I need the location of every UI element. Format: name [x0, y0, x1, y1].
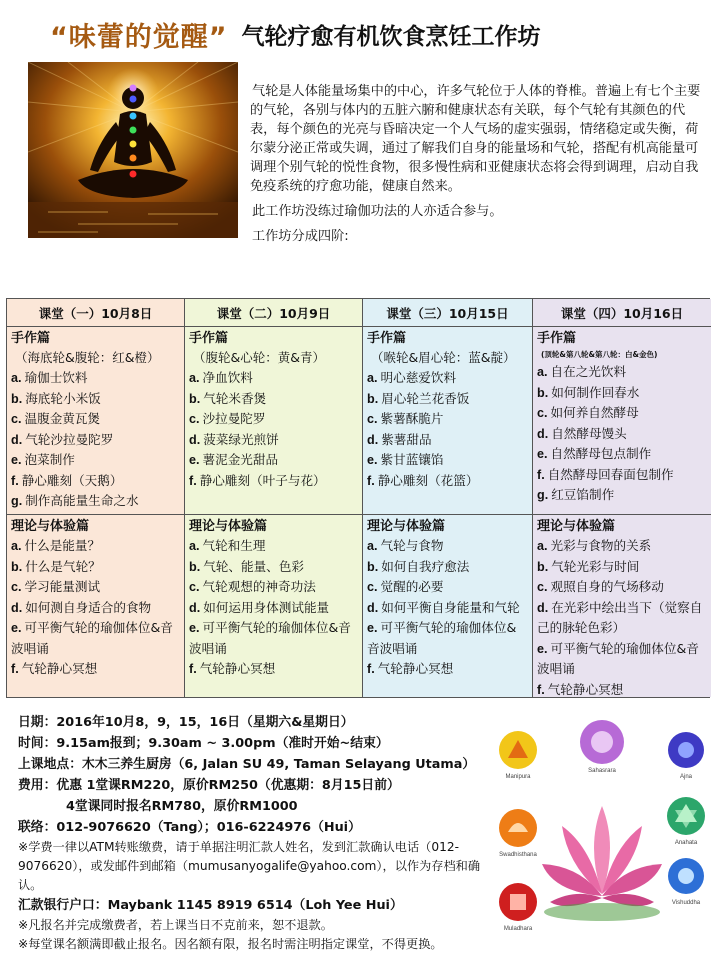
sahasrara-icon [580, 720, 624, 774]
event-date: 日期：2016年10月8，9，15，16日（星期六&星期日） [18, 715, 354, 730]
class-column-4 [533, 299, 711, 697]
theory-section [185, 515, 362, 697]
bank-account: 汇款银行户口：Maybank 1145 8919 6514（Loh Yee Hui） [18, 898, 403, 913]
craft-subtitle: （喉轮&眉心轮：蓝&靛） [371, 350, 516, 365]
list-item: b. 如何自我疗愈法 [367, 558, 470, 574]
class-header: 课堂（四）10月16日 [533, 299, 711, 327]
list-item: a. 气轮和生理 [189, 538, 266, 553]
vishuddha-icon [668, 858, 704, 906]
list-item: f. 静心雕刻（天鹅） [11, 472, 123, 488]
list-item: b. 气轮光彩与时间 [537, 558, 640, 574]
list-item: f. 气轮静心冥想 [367, 661, 454, 676]
list-item: e. 可平衡气轮的瑜伽体位&音波唱诵 [189, 620, 351, 656]
list-item: b. 海底轮小米饭 [11, 390, 101, 406]
craft-section [363, 327, 532, 515]
list-item: b. 如何制作回春水 [537, 384, 640, 400]
chakra-symbols-image [490, 716, 714, 956]
intro-text [250, 82, 705, 246]
page-title [50, 10, 710, 58]
payment-note: ※学费一律以ATM转账缴费，请于单据注明汇款人姓名，发到汇款确认电话（012-9076620），或发邮件到邮箱（mumusanyogalife@yahoo.com），以作为存档和确认。 [18, 840, 481, 892]
list-item: b. 眉心轮兰花香饭 [367, 390, 470, 406]
event-contact: 联络：012-9076620（Tang）；016-6224976（Hui） [18, 820, 361, 835]
craft-section [7, 327, 184, 515]
list-item: c. 觉醒的必要 [367, 579, 444, 594]
craft-subtitle: （腹轮&心轮：黄&青） [193, 350, 325, 365]
list-item: e. 泡菜制作 [11, 452, 75, 467]
list-item: g. 制作高能量生命之水 [11, 493, 139, 508]
swadhisthana-icon [499, 809, 538, 858]
craft-title: 手作篇 [189, 331, 229, 346]
list-item: c. 学习能量测试 [11, 579, 101, 594]
list-item: d. 气轮沙拉曼陀罗 [11, 431, 114, 447]
list-item: g. 红豆馅制作 [537, 487, 615, 502]
svg-text:Swadhisthana: Swadhisthana [499, 852, 537, 858]
list-item: d. 在光彩中绘出当下（觉察自己的脉轮色彩） [537, 599, 703, 635]
list-item: f. 气轮静心冥想 [11, 661, 98, 676]
class-header: 课堂（一）10月8日 [7, 299, 184, 327]
list-item: f. 气轮静心冥想 [537, 681, 624, 697]
svg-text:Sahasrara: Sahasrara [588, 768, 616, 774]
event-fee-bundle: 4堂课同时报名RM780，原价RM1000 [66, 799, 298, 814]
theory-section [7, 515, 184, 697]
refund-note: ※凡报名并完成缴费者，若上课当日不克前来，恕不退款。 [18, 918, 333, 932]
list-item: e. 可平衡气轮的瑜伽体位&音波唱诵 [367, 620, 517, 656]
theory-title: 理论与体验篇 [189, 519, 268, 534]
class-header: 课堂（三）10月15日 [363, 299, 532, 327]
manipura-icon [499, 731, 537, 780]
list-item: d. 菠菜绿光煎饼 [189, 431, 279, 447]
list-item: e. 自然酵母包点制作 [537, 446, 652, 461]
class-schedule-table [6, 298, 710, 698]
title-main: “味蕾的觉醒” [50, 21, 228, 53]
list-item: a. 自在之光饮料 [537, 364, 627, 379]
svg-text:Manipura: Manipura [505, 774, 531, 780]
craft-subtitle: (顶轮&第八轮&第八轮：白&金色) [541, 350, 658, 359]
theory-title: 理论与体验篇 [537, 519, 616, 534]
list-item: e. 可平衡气轮的瑜伽体位&音波唱诵 [11, 620, 173, 656]
event-fee: 费用：优惠 1堂课RM220，原价RM250（优惠期：8月15日前） [18, 778, 400, 793]
list-item: c. 温腹金黄瓦煲 [11, 411, 101, 426]
intro-note: 此工作坊没练过瑜伽功法的人亦适合参与。 [252, 204, 503, 219]
anahata-icon [667, 797, 705, 846]
class-header: 课堂（二）10月9日 [185, 299, 362, 327]
list-item: b. 什么是气轮？ [11, 558, 101, 574]
craft-title: 手作篇 [11, 331, 51, 346]
class-column-1 [7, 299, 185, 697]
list-item: d. 紫薯甜品 [367, 431, 432, 447]
meditation-image [28, 62, 238, 238]
class-column-2 [185, 299, 363, 697]
title-sub: 气轮疗愈有机饮食烹饪工作坊 [241, 23, 541, 50]
muladhara-icon [499, 883, 537, 932]
list-item: d. 如何运用身体测试能量 [189, 599, 330, 615]
svg-text:Anahata: Anahata [674, 840, 698, 846]
list-item: a. 光彩与食物的关系 [537, 538, 652, 553]
craft-section [185, 327, 362, 515]
theory-section [533, 515, 711, 697]
list-item: a. 净血饮料 [189, 370, 253, 385]
list-item: f. 静心雕刻（花篮） [367, 472, 479, 488]
lotus-icon [542, 806, 662, 921]
svg-text:Vishuddha: Vishuddha [671, 900, 701, 906]
svg-text:Muladhara: Muladhara [503, 926, 533, 932]
list-item: e. 薯泥金光甜品 [189, 452, 279, 467]
list-item: d. 如何平衡自身能量和气轮 [367, 599, 520, 615]
list-item: f. 自然酵母回春面包制作 [537, 466, 674, 482]
event-time: 时间：9.15am报到；9.30am ~ 3.00pm（准时开始~结束） [18, 736, 389, 751]
list-item: f. 静心雕刻（叶子与花） [189, 472, 326, 488]
class-column-3 [363, 299, 533, 697]
craft-title: 手作篇 [537, 331, 577, 346]
intro-paragraph: 气轮是人体能量场集中的中心，许多气轮位于人体的脊椎。普遍上有七个主要的气轮，各别与体内的五脏六腑和健康状态有关联，每个气轮有其颜色的代表，每个颜色的光亮与昏暗决定一个人气场的虚实强弱，情绪稳定或失衡，荷尔蒙分泌正常或失调，通过了解我们自身的能量场和气轮，搭配有机高能量可调理个别气轮的悦性食物，很多慢性病和亚健康状态将会得到调理，启动自我免疫系统的疗愈功能，健康自然来。 [250, 84, 701, 194]
event-venue: 上课地点：木木三养生厨房（6, Jalan SU 49, Taman Selayang Utama） [18, 757, 476, 772]
list-item: c. 紫薯酥脆片 [367, 411, 444, 426]
svg-text:Ajna: Ajna [679, 774, 693, 780]
ajna-icon [668, 732, 704, 780]
list-item: c. 观照自身的气场移动 [537, 579, 664, 594]
list-item: a. 瑜伽士饮料 [11, 370, 88, 385]
list-item: f. 气轮静心冥想 [189, 661, 276, 676]
list-item: c. 如何养自然酵母 [537, 405, 639, 420]
intro-stages: 工作坊分成四阶: [252, 229, 349, 244]
list-item: a. 气轮与食物 [367, 538, 444, 553]
list-item: c. 气轮观想的神奇功法 [189, 579, 316, 594]
list-item: b. 气轮、能量、色彩 [189, 558, 304, 574]
list-item: a. 明心慈爱饮料 [367, 370, 457, 385]
list-item: d. 自然酵母馒头 [537, 425, 627, 441]
list-item: e. 紫甘蓝镶馅 [367, 452, 444, 467]
theory-section [363, 515, 532, 697]
theory-title: 理论与体验篇 [367, 519, 446, 534]
craft-subtitle: （海底轮&腹轮：红&橙） [15, 350, 160, 365]
registration-note: ※每堂课名额满即截止报名。因名额有限，报名时需注明指定课堂，不得更换。 [18, 937, 443, 951]
craft-title: 手作篇 [367, 331, 407, 346]
craft-section [533, 327, 711, 515]
list-item: d. 如何测自身适合的食物 [11, 599, 152, 615]
list-item: a. 什么是能量？ [11, 538, 101, 553]
list-item: e. 可平衡气轮的瑜伽体位&音波唱诵 [537, 640, 699, 676]
list-item: c. 沙拉曼陀罗 [189, 411, 266, 426]
list-item: b. 气轮米香煲 [189, 390, 267, 406]
theory-title: 理论与体验篇 [11, 519, 90, 534]
event-info [18, 712, 498, 954]
